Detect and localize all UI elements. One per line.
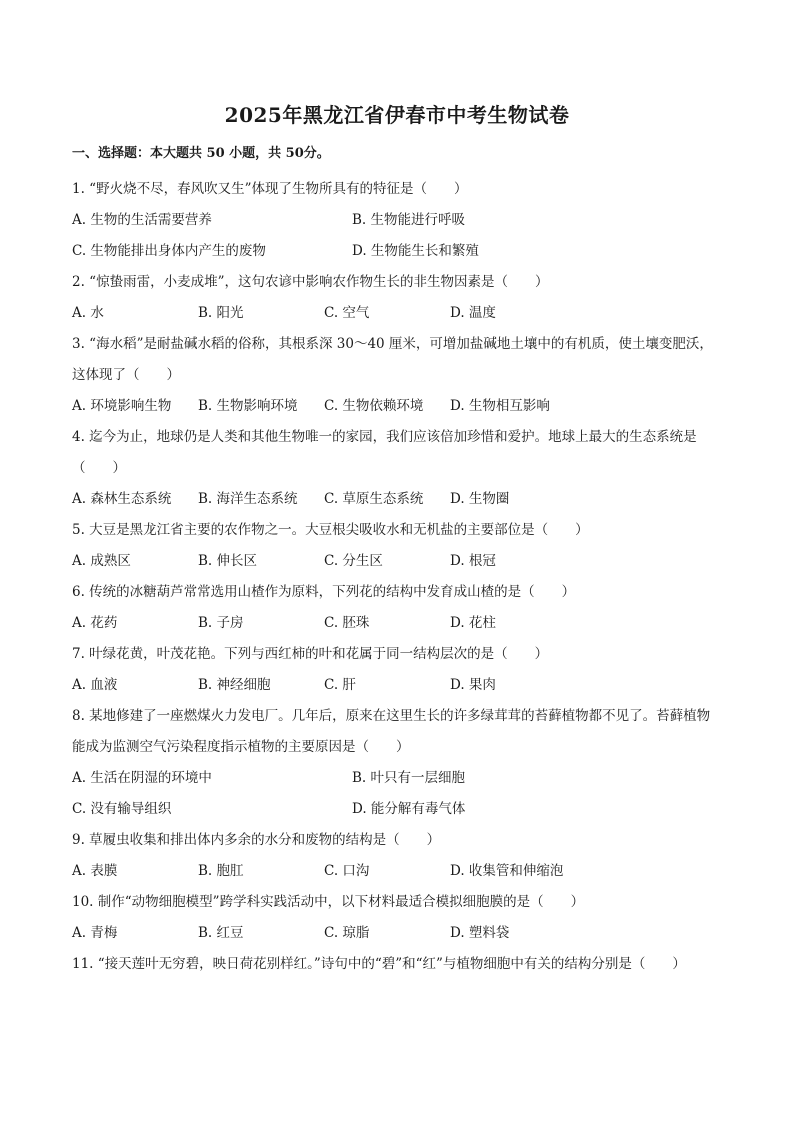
- option-b: B. 海洋生态系统: [198, 491, 298, 507]
- option-d: D. 能分解有毒气体: [352, 801, 466, 817]
- option-c: C. 肝: [324, 677, 356, 693]
- option-d: D. 温度: [450, 305, 496, 321]
- option-a: A. 水: [72, 305, 104, 321]
- question-10: 10. 制作“动物细胞模型”跨学科实践活动中，以下材料最适合模拟细胞膜的是（ ）: [72, 894, 585, 910]
- page-title: 2025年黑龙江省伊春市中考生物试卷: [224, 103, 570, 127]
- question-11: 11. “接天莲叶无穷碧，映日荷花别样红。”诗句中的“碧”和“红”与植物细胞中有关的结构分别是（ ）: [72, 956, 686, 972]
- option-c: C. 分生区: [324, 553, 383, 569]
- options-row: [72, 856, 722, 887]
- option-a: A. 血液: [72, 677, 118, 693]
- options-row: [72, 918, 722, 949]
- options-row: [72, 763, 722, 794]
- option-b: B. 子房: [198, 615, 244, 631]
- option-a: A. 森林生态系统: [72, 491, 172, 507]
- question-1: 1. “野火烧不尽，春风吹又生”体现了生物所具有的特征是（ ）: [72, 181, 468, 197]
- option-c: C. 胚珠: [324, 615, 370, 631]
- question-7: 7. 叶绿花黄，叶茂花艳。下列与西红柿的叶和花属于同一结构层次的是（ ）: [72, 646, 549, 662]
- option-c: C. 琼脂: [324, 925, 370, 941]
- option-c: C. 没有输导组织: [72, 801, 172, 817]
- options-row: [72, 794, 722, 825]
- option-a: A. 表膜: [72, 863, 118, 879]
- option-a: A. 生活在阴湿的环境中: [72, 770, 212, 786]
- option-d: D. 果肉: [450, 677, 496, 693]
- option-d: D. 塑料袋: [450, 925, 510, 941]
- options-row: [72, 298, 722, 329]
- option-d: D. 生物相互影响: [450, 398, 550, 414]
- options-row: [72, 546, 722, 577]
- option-b: B. 生物能进行呼吸: [352, 212, 466, 228]
- question-4: 4. 迄今为止，地球仍是人类和其他生物唯一的家园，我们应该倍加珍惜和爱护。地球上最大的生态系统是（ ）: [72, 429, 697, 476]
- options-row: [72, 608, 722, 639]
- option-b: B. 叶只有一层细胞: [352, 770, 466, 786]
- question-6: 6. 传统的冰糖葫芦常常选用山楂作为原料，下列花的结构中发育成山楂的是（ ）: [72, 584, 576, 600]
- options-row: [72, 391, 722, 422]
- option-c: C. 草原生态系统: [324, 491, 424, 507]
- question-9: 9. 草履虫收集和排出体内多余的水分和废物的结构是（ ）: [72, 832, 441, 848]
- options-row: [72, 484, 722, 515]
- question-2: 2. “惊蛰雨雷，小麦成堆”，这句农谚中影响农作物生长的非生物因素是（ ）: [72, 274, 549, 290]
- option-a: A. 青梅: [72, 925, 118, 941]
- option-d: D. 花柱: [450, 615, 496, 631]
- option-d: D. 收集管和伸缩泡: [450, 863, 564, 879]
- option-b: B. 阳光: [198, 305, 244, 321]
- option-c: C. 生物能排出身体内产生的废物: [72, 243, 266, 259]
- option-a: A. 成熟区: [72, 553, 131, 569]
- option-a: A. 环境影响生物: [72, 398, 172, 414]
- section-heading: 一、选择题：本大题共 50 小题，共 50分。: [72, 146, 330, 161]
- option-a: A. 花药: [72, 615, 118, 631]
- question-8: 8. 某地修建了一座燃煤火力发电厂。几年后，原来在这里生长的许多绿茸茸的苔藓植物都不见了。苔藓植物能成为监测空气污染程度指示植物的主要原因是（ ）: [72, 708, 711, 755]
- options-row: [72, 670, 722, 701]
- option-b: B. 红豆: [198, 925, 244, 941]
- option-c: C. 生物依赖环境: [324, 398, 424, 414]
- question-5: 5. 大豆是黑龙江省主要的农作物之一。大豆根尖吸收水和无机盐的主要部位是（ ）: [72, 522, 589, 538]
- question-3: 3. “海水稻”是耐盐碱水稻的俗称，其根系深 30～40 厘米，可增加盐碱地土壤中的有机质，使土壤变肥沃，这体现了（ ）: [72, 336, 713, 383]
- options-row: [72, 205, 722, 236]
- option-d: D. 生物能生长和繁殖: [352, 243, 479, 259]
- option-b: B. 神经细胞: [198, 677, 271, 693]
- option-b: B. 胞肛: [198, 863, 244, 879]
- option-d: D. 生物圈: [450, 491, 510, 507]
- option-b: B. 生物影响环境: [198, 398, 298, 414]
- option-d: D. 根冠: [450, 553, 496, 569]
- option-b: B. 伸长区: [198, 553, 258, 569]
- option-c: C. 空气: [324, 305, 370, 321]
- option-c: C. 口沟: [324, 863, 370, 879]
- options-row: [72, 236, 722, 267]
- exam-page: [72, 100, 722, 980]
- option-a: A. 生物的生活需要营养: [72, 212, 212, 228]
